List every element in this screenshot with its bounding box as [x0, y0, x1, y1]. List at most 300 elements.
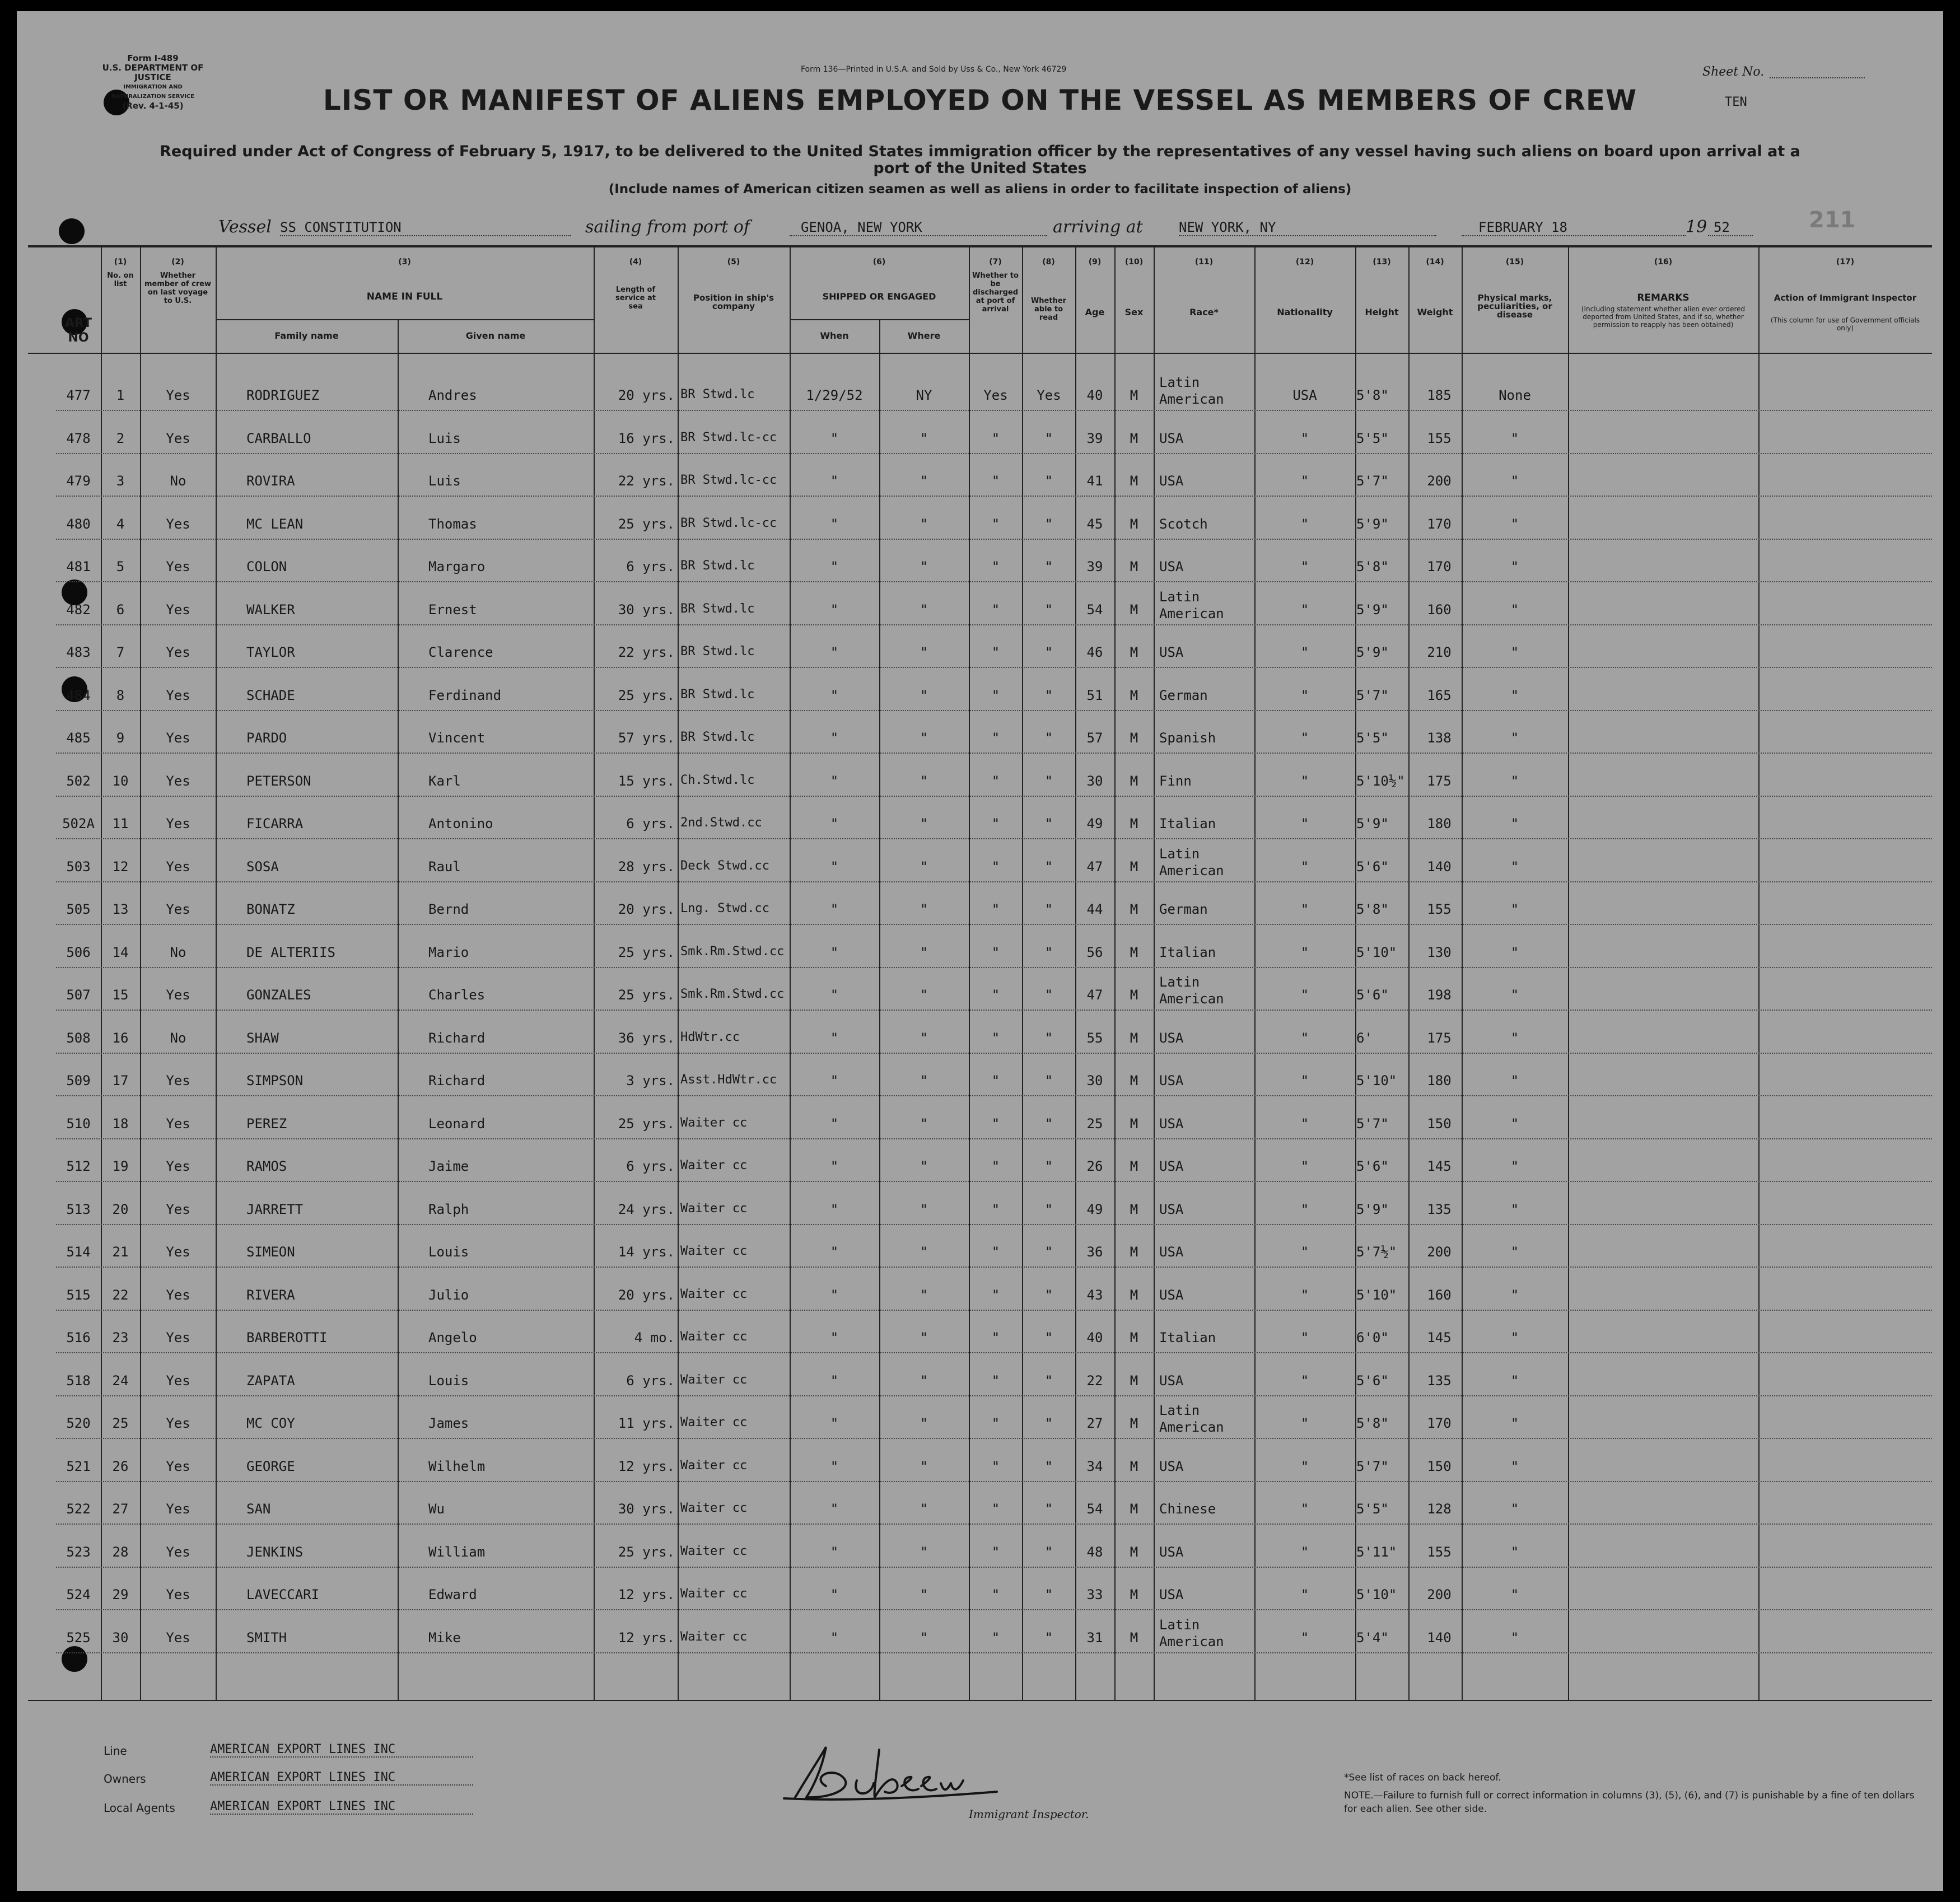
family-name-cell: GEORGE [246, 1458, 295, 1474]
shipped-where-cell: " [920, 1629, 928, 1646]
shipped-when-cell: " [830, 1244, 839, 1260]
shipped-when-cell: " [830, 730, 839, 746]
discharged-cell: " [991, 1415, 1000, 1431]
sex-cell: M [1130, 987, 1138, 1003]
prior-voyage-cell: Yes [166, 387, 190, 403]
sex-cell: M [1130, 1372, 1138, 1389]
discharged-cell: " [991, 687, 1000, 703]
given-name-cell: Ralph [428, 1201, 469, 1217]
race-cell: USA [1159, 1158, 1184, 1174]
able-to-read-cell: " [1044, 1501, 1053, 1517]
col-rule [1022, 246, 1023, 1700]
able-to-read-cell: " [1044, 858, 1053, 875]
nationality-cell: " [1300, 1030, 1309, 1046]
prior-voyage-cell: No [170, 944, 186, 960]
list-number-cell: 2 [116, 430, 125, 446]
row-rule [56, 581, 1932, 582]
age-cell: 47 [1086, 858, 1103, 875]
shipped-where-cell: " [920, 816, 928, 831]
footnote: *See list of races on back hereof. [1344, 1772, 1501, 1783]
col-number: (14) [1426, 258, 1444, 267]
art-number-cell: 520 [66, 1415, 91, 1431]
weight-cell: 140 [1427, 858, 1452, 875]
col-rule [678, 246, 679, 1700]
family-name-cell: JARRETT [246, 1201, 304, 1217]
service-length-cell: 25 yrs. [618, 1115, 675, 1132]
family-name-cell: DE ALTERIIS [246, 944, 335, 960]
list-number-cell: 15 [112, 987, 129, 1003]
height-cell: 6'0" [1356, 1330, 1389, 1345]
physical-marks-cell: " [1510, 1501, 1519, 1517]
nationality-cell: " [1300, 987, 1309, 1003]
able-to-read-cell: " [1044, 430, 1053, 446]
weight-cell: 200 [1427, 1244, 1452, 1260]
prior-voyage-cell: Yes [166, 1073, 190, 1088]
art-number-cell: 516 [66, 1330, 91, 1345]
col-number: (5) [727, 258, 740, 267]
position-cell: BR Stwd.lc [680, 687, 755, 702]
given-name-cell: Mike [428, 1629, 461, 1646]
age-cell: 31 [1086, 1629, 1103, 1646]
service-length-cell: 24 yrs. [618, 1201, 675, 1217]
family-name-cell: COLON [246, 559, 287, 574]
position-cell: Waiter cc [680, 1458, 748, 1473]
weight-cell: 160 [1427, 1287, 1452, 1303]
shipped-when-cell: " [830, 1587, 839, 1602]
able-to-read-cell: " [1044, 730, 1053, 746]
service-length-cell: 22 yrs. [618, 644, 675, 660]
col-number: (16) [1654, 258, 1673, 267]
height-cell: 5'8" [1356, 1415, 1389, 1431]
discharged-cell: " [991, 644, 1000, 660]
arriving-label: arriving at [1053, 217, 1143, 237]
age-cell: 30 [1086, 773, 1103, 789]
weight-cell: 165 [1427, 687, 1452, 703]
discharged-cell: " [991, 1030, 1000, 1046]
row-rule [56, 539, 1932, 540]
header-bottom-rule [28, 353, 1932, 354]
family-name-cell: FICARRA [246, 816, 304, 831]
prior-voyage-cell: Yes [166, 901, 190, 917]
service-length-cell: 6 yrs. [626, 1158, 675, 1174]
position-cell: Waiter cc [680, 1158, 748, 1172]
nationality-cell: " [1300, 601, 1309, 618]
prior-voyage-cell: Yes [166, 1158, 190, 1174]
col-number: (6) [872, 258, 886, 267]
age-cell: 41 [1086, 473, 1103, 489]
service-length-cell: 36 yrs. [618, 1030, 675, 1046]
discharged-cell: " [991, 1073, 1000, 1088]
position-cell: Waiter cc [680, 1501, 748, 1515]
nationality-cell: " [1300, 1244, 1309, 1260]
race-cell: Chinese [1159, 1501, 1216, 1517]
discharged-cell: " [991, 1587, 1000, 1602]
punch-hole [62, 1646, 87, 1672]
prior-voyage-cell: Yes [166, 1330, 190, 1345]
discharged-cell: " [991, 1115, 1000, 1132]
able-to-read-cell: " [1044, 687, 1053, 703]
weight-cell: 135 [1427, 1201, 1452, 1217]
sex-cell: M [1130, 1458, 1138, 1474]
art-number-cell: 524 [66, 1587, 91, 1602]
race-cell: Latin American [1159, 845, 1224, 878]
list-number-cell: 4 [116, 516, 125, 532]
col-rule [1568, 246, 1569, 1700]
position-cell: BR Stwd.lc [680, 601, 755, 616]
prior-voyage-cell: No [170, 473, 186, 489]
service-length-cell: 15 yrs. [618, 773, 675, 789]
inspector-label: Immigrant Inspector. [969, 1807, 1089, 1821]
discharged-cell: " [991, 773, 1000, 789]
height-cell: 5'6" [1356, 1372, 1389, 1389]
row-rule [56, 1481, 1932, 1482]
position-cell: Lng. Stwd.cc [680, 901, 769, 915]
art-number-cell: 502A [62, 816, 95, 831]
art-number-cell: 484 [66, 687, 91, 703]
family-name-cell: SIMEON [246, 1244, 295, 1260]
shipped-where-cell: " [920, 901, 928, 917]
art-number-cell: 523 [66, 1544, 91, 1560]
list-number-cell: 6 [116, 601, 125, 618]
row-rule [56, 624, 1932, 625]
shipped-where-cell: " [920, 1244, 928, 1260]
height-cell: 5'10" [1356, 1287, 1397, 1303]
service-length-cell: 25 yrs. [618, 987, 675, 1003]
service-length-cell: 12 yrs. [618, 1458, 675, 1474]
height-cell: 5'5" [1356, 1501, 1389, 1517]
physical-marks-cell: " [1510, 1115, 1519, 1132]
list-number-cell: 28 [112, 1544, 129, 1560]
list-number-cell: 11 [112, 816, 129, 831]
weight-cell: 175 [1427, 773, 1452, 789]
height-cell: 5'7" [1356, 687, 1389, 703]
position-cell: Asst.HdWtr.cc [680, 1073, 777, 1087]
able-to-read-cell: " [1044, 473, 1053, 489]
race-cell: USA [1159, 1201, 1184, 1217]
weight-cell: 200 [1427, 1587, 1452, 1602]
age-cell: 49 [1086, 816, 1103, 831]
service-length-cell: 30 yrs. [618, 1501, 675, 1517]
able-to-read-cell: " [1044, 1201, 1053, 1217]
list-number-cell: 29 [112, 1587, 129, 1602]
list-number-cell: 9 [116, 730, 125, 746]
shipped-when-cell: " [830, 687, 839, 703]
prior-voyage-cell: Yes [166, 1244, 190, 1260]
sex-cell: M [1130, 944, 1138, 960]
age-cell: 39 [1086, 430, 1103, 446]
family-name-cell: BARBEROTTI [246, 1330, 328, 1345]
discharged-cell: " [991, 1287, 1000, 1303]
family-name-cell: SHAW [246, 1030, 279, 1046]
subnote: (Include names of American citizen seamen as well as aliens in order to facilitate inspection of aliens) [608, 182, 1352, 197]
given-name-cell: Leonard [428, 1115, 486, 1132]
age-cell: 54 [1086, 601, 1103, 618]
nationality-cell: " [1300, 901, 1309, 917]
age-cell: 40 [1086, 1330, 1103, 1345]
prior-voyage-cell: Yes [166, 516, 190, 532]
able-to-read-cell: " [1044, 559, 1053, 574]
service-length-cell: 6 yrs. [626, 559, 675, 574]
service-length-cell: 25 yrs. [618, 944, 675, 960]
family-name-cell: PEREZ [246, 1115, 287, 1132]
service-length-cell: 57 yrs. [618, 730, 675, 746]
row-rule [56, 881, 1932, 882]
race-cell: Latin American [1159, 974, 1224, 1007]
prior-voyage-cell: Yes [166, 1458, 190, 1474]
weight-cell: 200 [1427, 473, 1452, 489]
note: NOTE.—Failure to furnish full or correct information in columns (3), (5), (6), and (7) is punishable by a fine of ten dollars for each alien. See other side. [1344, 1790, 1915, 1815]
row-rule [56, 1395, 1932, 1396]
able-to-read-cell: " [1044, 1158, 1053, 1174]
physical-marks-cell: " [1510, 1629, 1519, 1646]
list-number-cell: 1 [116, 387, 125, 403]
able-to-read-cell: " [1044, 773, 1053, 789]
shipped-when-cell: " [830, 1201, 839, 1217]
position-cell: Waiter cc [680, 1115, 748, 1130]
nationality-cell: " [1300, 944, 1309, 960]
nationality-cell: " [1300, 1372, 1309, 1389]
shipped-where-cell: " [920, 1587, 928, 1602]
given-name-cell: Wu [428, 1501, 445, 1517]
family-name-cell: PARDO [246, 730, 287, 746]
shipped-when-cell: " [830, 1030, 839, 1046]
col12-header: Nationality [1277, 307, 1333, 317]
service-length-cell: 25 yrs. [618, 1544, 675, 1560]
race-cell: USA [1159, 430, 1184, 446]
when-header: When [820, 330, 849, 341]
race-cell: Spanish [1159, 730, 1216, 746]
height-cell: 5'10" [1356, 1073, 1397, 1088]
sex-cell: M [1130, 1073, 1138, 1088]
sex-cell: M [1130, 601, 1138, 618]
row-rule [56, 1310, 1932, 1311]
given-name-cell: Antonino [428, 816, 493, 831]
given-name-cell: Clarence [428, 644, 493, 660]
row-rule [56, 667, 1932, 668]
col16-header: REMARKS [1637, 292, 1690, 303]
age-cell: 47 [1086, 987, 1103, 1003]
top-rule [28, 245, 1932, 247]
art-number-cell: 508 [66, 1030, 91, 1046]
service-length-cell: 22 yrs. [618, 473, 675, 489]
manifest-sheet [17, 11, 1943, 1891]
col9-header: Age [1085, 307, 1105, 317]
shipped-where-cell: " [920, 601, 928, 618]
shipped-when-cell: 1/29/52 [806, 387, 863, 403]
age-cell: 25 [1086, 1115, 1103, 1132]
height-cell: 5'7" [1356, 473, 1389, 489]
given-name-cell: Edward [428, 1587, 477, 1602]
shipped-when-cell: " [830, 644, 839, 660]
sex-cell: M [1130, 516, 1138, 532]
list-number-cell: 17 [112, 1073, 129, 1088]
given-name-cell: Ernest [428, 601, 477, 618]
family-name-cell: SMITH [246, 1629, 287, 1646]
physical-marks-cell: " [1510, 944, 1519, 960]
height-cell: 5'9" [1356, 644, 1389, 660]
prior-voyage-cell: Yes [166, 1629, 190, 1646]
col-rule [1254, 246, 1256, 1700]
given-name-cell: Richard [428, 1030, 486, 1046]
sex-cell: M [1130, 1330, 1138, 1345]
col-number: (17) [1836, 258, 1855, 267]
position-cell: BR Stwd.lc [680, 644, 755, 658]
physical-marks-cell: " [1510, 1544, 1519, 1560]
given-name-cell: Thomas [428, 516, 477, 532]
able-to-read-cell: " [1044, 1458, 1053, 1474]
family-name-cell: ROVIRA [246, 473, 295, 489]
sheet-no-value: TEN [1725, 95, 1747, 109]
nationality-cell: " [1300, 1415, 1309, 1431]
position-cell: Waiter cc [680, 1330, 748, 1344]
list-number-cell: 7 [116, 644, 125, 660]
prior-voyage-cell: Yes [166, 858, 190, 875]
sex-cell: M [1130, 1158, 1138, 1174]
position-cell: Ch.Stwd.lc [680, 773, 755, 787]
shipped-where-cell: " [920, 1073, 928, 1088]
prior-voyage-cell: Yes [166, 816, 190, 831]
discharged-cell: " [991, 858, 1000, 875]
row-rule [56, 453, 1932, 454]
weight-cell: 155 [1427, 901, 1452, 917]
year-suffix-field: 52 [1708, 219, 1753, 236]
weight-cell: 170 [1427, 559, 1452, 574]
position-cell: 2nd.Stwd.cc [680, 816, 762, 830]
shipped-where-cell: " [920, 1030, 928, 1046]
discharged-cell: " [991, 901, 1000, 917]
col17-header: Action of Immigrant Inspector [1774, 293, 1917, 303]
discharged-cell: " [991, 430, 1000, 446]
shipped-where-cell: " [920, 1158, 928, 1174]
service-length-cell: 16 yrs. [618, 430, 675, 446]
physical-marks-cell: " [1510, 1372, 1519, 1389]
discharged-cell: " [991, 516, 1000, 532]
list-number-cell: 18 [112, 1115, 129, 1132]
family-name-cell: PETERSON [246, 773, 311, 789]
sex-cell: M [1130, 1544, 1138, 1560]
race-cell: USA [1159, 1544, 1184, 1560]
height-cell: 5'6" [1356, 987, 1389, 1003]
weight-cell: 180 [1427, 1073, 1452, 1088]
able-to-read-cell: " [1044, 944, 1053, 960]
service-length-cell: 25 yrs. [618, 516, 675, 532]
race-cell: USA [1159, 1458, 1184, 1474]
discharged-cell: " [991, 473, 1000, 489]
discharged-cell: " [991, 1330, 1000, 1345]
family-name-cell: GONZALES [246, 987, 311, 1003]
shipped-where-cell: " [920, 1544, 928, 1560]
position-cell: HdWtr.cc [680, 1030, 740, 1044]
discharged-cell: " [991, 1158, 1000, 1174]
able-to-read-cell: " [1044, 601, 1053, 618]
given-name-cell: Louis [428, 1372, 469, 1389]
height-cell: 5'10" [1356, 1587, 1397, 1602]
shipped-where-cell: " [920, 1415, 928, 1431]
punch-hole [59, 218, 85, 244]
sex-cell: M [1130, 730, 1138, 746]
col-number: (10) [1124, 258, 1144, 267]
sex-cell: M [1130, 387, 1138, 403]
art-no-header: ART NO [65, 316, 92, 345]
shipped-where-cell: " [920, 559, 928, 574]
service-length-cell: 25 yrs. [618, 687, 675, 703]
art-number-cell: 480 [66, 516, 91, 532]
given-name-cell: Jaime [428, 1158, 469, 1174]
line-field: AMERICAN EXPORT LINES INC [210, 1742, 473, 1758]
family-name-cell: RAMOS [246, 1158, 287, 1174]
shipped-where-cell: " [920, 644, 928, 660]
col-rule [1462, 246, 1463, 1700]
height-cell: 5'10" [1356, 944, 1397, 960]
shipped-when-cell: " [830, 1158, 839, 1174]
position-cell: Waiter cc [680, 1244, 748, 1258]
art-number-cell: 485 [66, 730, 91, 746]
nationality-cell: " [1300, 1158, 1309, 1174]
prior-voyage-cell: Yes [166, 1115, 190, 1132]
shipped-where-cell: " [920, 1372, 928, 1389]
nationality-cell: " [1300, 687, 1309, 703]
able-to-read-cell: " [1044, 816, 1053, 831]
art-number-cell: 503 [66, 858, 91, 875]
weight-cell: 180 [1427, 816, 1452, 831]
col13-header: Height [1365, 307, 1399, 317]
inspector-signature [773, 1736, 1008, 1808]
age-cell: 49 [1086, 1201, 1103, 1217]
col4-header: Length of service at sea [615, 286, 656, 311]
list-number-cell: 13 [112, 901, 129, 917]
age-cell: 27 [1086, 1415, 1103, 1431]
col-number: (12) [1295, 258, 1314, 267]
shipped-where-cell: " [920, 473, 928, 489]
vessel-field: SS CONSTITUTION [280, 219, 571, 236]
physical-marks-cell: " [1510, 1287, 1519, 1303]
given-name-cell: Wilhelm [428, 1458, 486, 1474]
family-name-cell: JENKINS [246, 1544, 304, 1560]
physical-marks-cell: " [1510, 1330, 1519, 1345]
weight-cell: 155 [1427, 430, 1452, 446]
race-cell: USA [1159, 644, 1184, 660]
prior-voyage-cell: Yes [166, 644, 190, 660]
age-cell: 40 [1086, 387, 1103, 403]
col-number: (15) [1505, 258, 1524, 267]
art-number-cell: 513 [66, 1201, 91, 1217]
col17-note: (This column for use of Government officials only) [1770, 316, 1920, 332]
nationality-cell: " [1300, 1287, 1309, 1303]
prior-voyage-cell: Yes [166, 1372, 190, 1389]
agents-label: Local Agents [104, 1801, 175, 1815]
race-cell: USA [1159, 1287, 1184, 1303]
height-cell: 5'6" [1356, 1158, 1389, 1174]
physical-marks-cell: " [1510, 773, 1519, 789]
discharged-cell: " [991, 1629, 1000, 1646]
weight-cell: 145 [1427, 1330, 1452, 1345]
discharged-cell: " [991, 730, 1000, 746]
able-to-read-cell: Yes [1037, 387, 1061, 403]
able-to-read-cell: " [1044, 1030, 1053, 1046]
discharged-cell: " [991, 987, 1000, 1003]
art-number-cell: 522 [66, 1501, 91, 1517]
sex-cell: M [1130, 1201, 1138, 1217]
position-cell: Smk.Rm.Stwd.cc [680, 944, 785, 959]
nationality-cell: " [1300, 1115, 1309, 1132]
col2-header: Whether member of crew on last voyage to U.S. [144, 272, 212, 305]
weight-cell: 175 [1427, 1030, 1452, 1046]
age-cell: 22 [1086, 1372, 1103, 1389]
height-cell: 5'11" [1356, 1544, 1397, 1560]
sex-cell: M [1130, 644, 1138, 660]
row-rule [56, 1224, 1932, 1225]
physical-marks-cell: " [1510, 1201, 1519, 1217]
